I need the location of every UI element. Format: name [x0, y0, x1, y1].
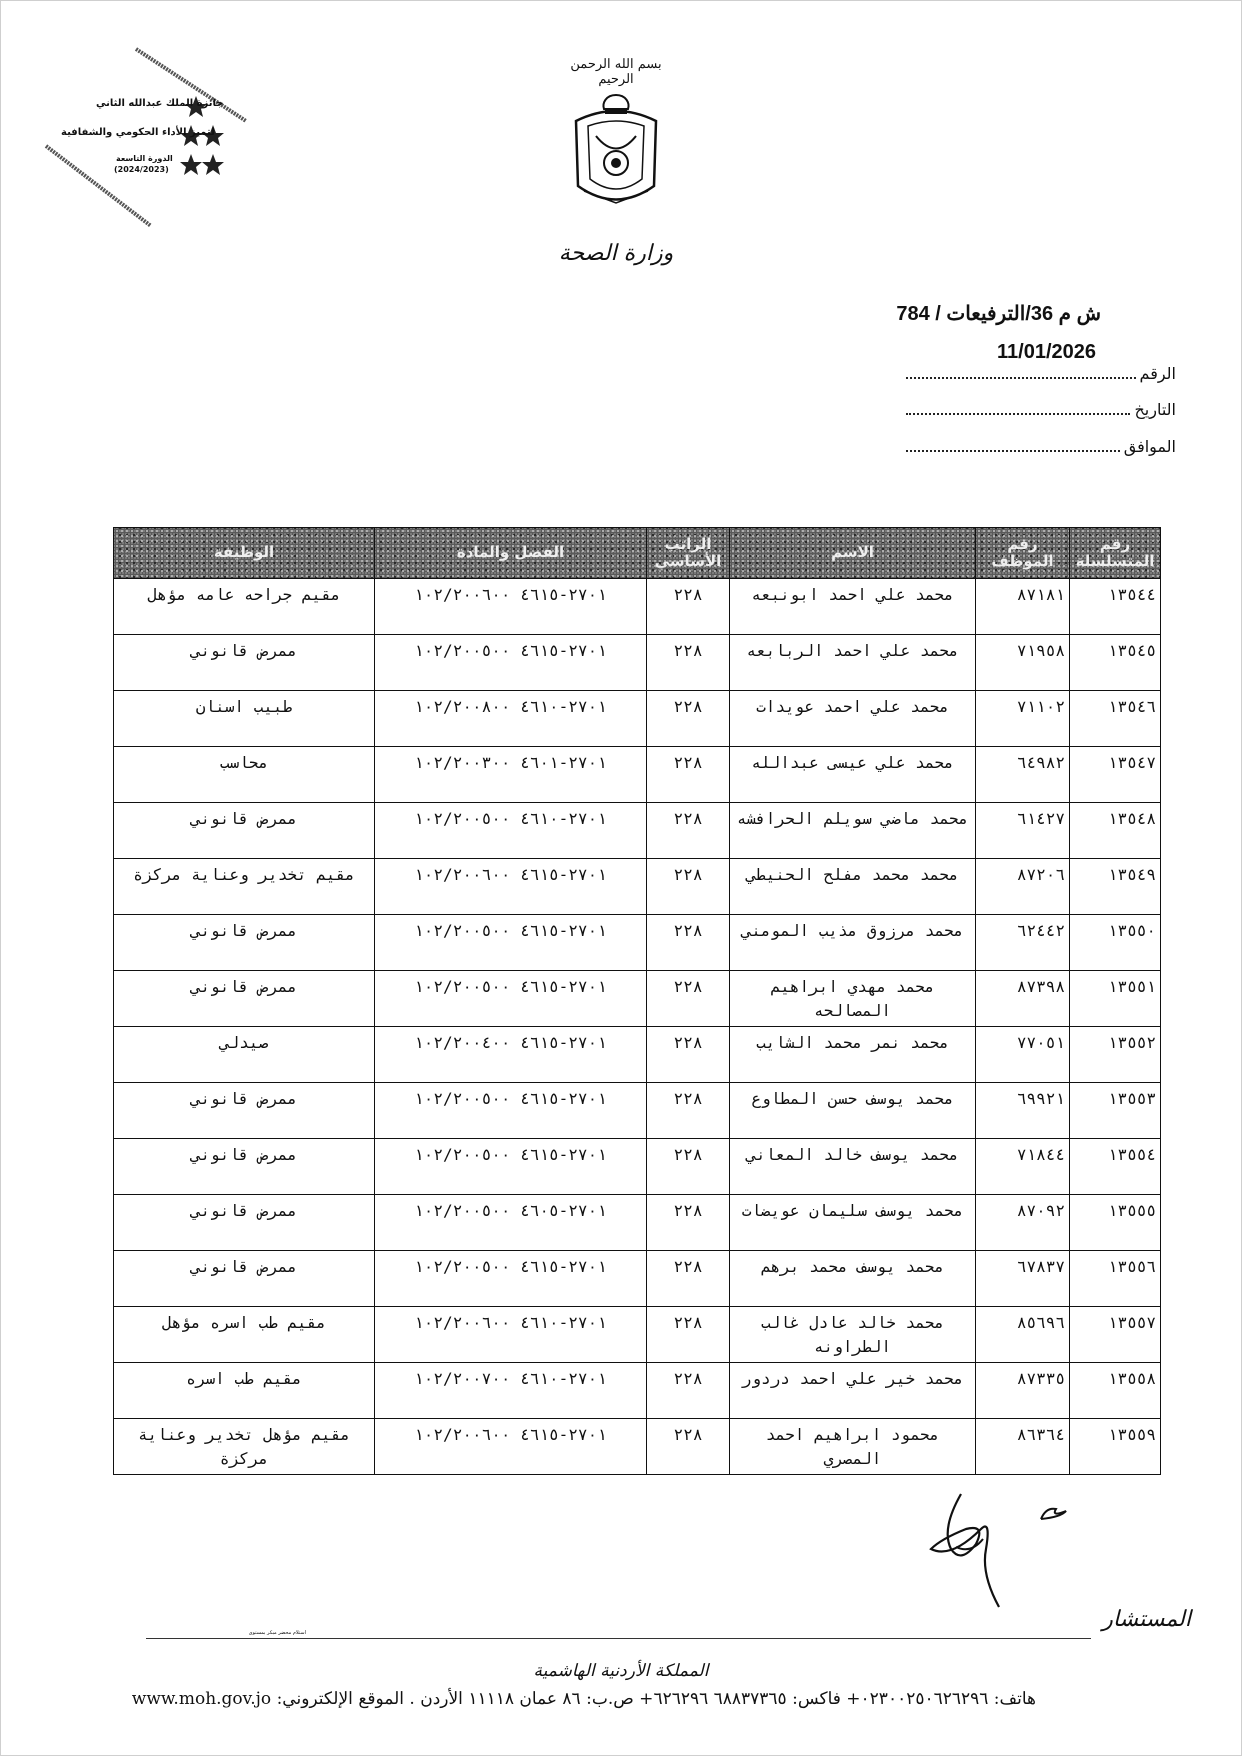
- cell-name: محمد يوسف حسن المطاوع: [730, 1083, 976, 1139]
- cell-job: ممرض قانوني: [114, 1083, 375, 1139]
- cell-emp: ٨٦٣٦٤: [976, 1419, 1070, 1475]
- cell-name: محمد مرزوق مذيب المومني: [730, 915, 976, 971]
- coat-of-arms-icon: [566, 91, 666, 219]
- cell-emp: ٦٧٨٣٧: [976, 1251, 1070, 1307]
- reference-date: 11/01/2026: [997, 341, 1096, 363]
- cell-chapter: ٢٧٠١-٤٦١٥ ١٠٢/٢٠٠٥٠٠: [375, 1251, 647, 1307]
- cell-emp: ٨٧٠٩٢: [976, 1195, 1070, 1251]
- cell-emp: ٨٧٢٠٦: [976, 859, 1070, 915]
- cell-chapter: ٢٧٠١-٤٦١٥ ١٠٢/٢٠٠٥٠٠: [375, 971, 647, 1027]
- table-row: [114, 1419, 1161, 1475]
- cell-chapter: ٢٧٠١-٤٦١٥ ١٠٢/٢٠٠٤٠٠: [375, 1027, 647, 1083]
- table-row: [114, 1251, 1161, 1307]
- cell-chapter: ٢٧٠١-٤٦١٥ ١٠٢/٢٠٠٥٠٠: [375, 635, 647, 691]
- contact-info: هاتف: ٠٢٣٠٠٢٥٠٦٢٦٢٩٦+ فاكس: ٦٨٨٣٧٣٦٥ ٦٢٦٢٩٦+ ص.ب: ٨٦ عمان ١١١١٨ الأردن . الموقع الإلكتروني: www.moh.gov.jo: [131, 1689, 1036, 1709]
- cell-salary: ٢٢٨: [647, 1139, 730, 1195]
- cell-job: ممرض قانوني: [114, 1251, 375, 1307]
- cell-name: محمد ماضي سويلم الحرافشه: [730, 803, 976, 859]
- cell-chapter: ٢٧٠١-٤٦٠٥ ١٠٢/٢٠٠٥٠٠: [375, 1195, 647, 1251]
- cell-chapter: ٢٧٠١-٤٦١٠ ١٠٢/٢٠٠٦٠٠: [375, 1307, 647, 1363]
- award-line3: الدورة التاسعة: [116, 154, 173, 163]
- cell-job: مقيم مؤهل تخدير وعناية مركزة: [114, 1419, 375, 1475]
- cell-seq: ١٣٥٥٨: [1070, 1363, 1161, 1419]
- table-row: [114, 691, 1161, 747]
- table-row: [114, 1139, 1161, 1195]
- cell-emp: ٨٧١٨١: [976, 579, 1070, 635]
- cell-salary: ٢٢٨: [647, 1419, 730, 1475]
- cell-job: ممرض قانوني: [114, 803, 375, 859]
- cell-job: ممرض قانوني: [114, 915, 375, 971]
- cell-salary: ٢٢٨: [647, 1027, 730, 1083]
- footer-divider: [146, 1638, 1091, 1639]
- cell-seq: ١٣٥٥٧: [1070, 1307, 1161, 1363]
- cell-emp: ٦٢٤٤٢: [976, 915, 1070, 971]
- cell-emp: ٦٩٩٢١: [976, 1083, 1070, 1139]
- table-row: [114, 1027, 1161, 1083]
- cell-name: محمد يوسف محمد برهم: [730, 1251, 976, 1307]
- cell-emp: ٧١٩٥٨: [976, 635, 1070, 691]
- cell-job: محاسب: [114, 747, 375, 803]
- cell-job: ممرض قانوني: [114, 971, 375, 1027]
- table-row: [114, 1083, 1161, 1139]
- cell-seq: ١٣٥٤٥: [1070, 635, 1161, 691]
- cell-seq: ١٣٥٥٢: [1070, 1027, 1161, 1083]
- number-field: [906, 359, 1176, 383]
- cell-chapter: ٢٧٠١-٤٦١٠ ١٠٢/٢٠٠٥٠٠: [375, 803, 647, 859]
- cell-seq: ١٣٥٥١: [1070, 971, 1161, 1027]
- cell-seq: ١٣٥٥٥: [1070, 1195, 1161, 1251]
- cell-chapter: ٢٧٠١-٤٦١٠ ١٠٢/٢٠٠٧٠٠: [375, 1363, 647, 1419]
- cell-seq: ١٣٥٤٨: [1070, 803, 1161, 859]
- cell-job: مقيم طب اسره: [114, 1363, 375, 1419]
- signatory-label: المستشار: [1102, 1607, 1191, 1632]
- cell-salary: ٢٢٨: [647, 579, 730, 635]
- cell-salary: ٢٢٨: [647, 691, 730, 747]
- award-line1: جائزة الملك عبدالله الثاني: [96, 98, 224, 109]
- cell-job: ممرض قانوني: [114, 635, 375, 691]
- cell-seq: ١٣٥٥٩: [1070, 1419, 1161, 1475]
- cell-chapter: ٢٧٠١-٤٦١٥ ١٠٢/٢٠٠٦٠٠: [375, 859, 647, 915]
- header-seq: رقم المتسلسلة: [1070, 528, 1161, 579]
- cell-chapter: ٢٧٠١-٤٦١٠ ١٠٢/٢٠٠٨٠٠: [375, 691, 647, 747]
- cell-chapter: ٢٧٠١-٤٦١٥ ١٠٢/٢٠٠٦٠٠: [375, 579, 647, 635]
- award-frame-icon: [41, 41, 261, 241]
- cell-emp: ٧٧٠٥١: [976, 1027, 1070, 1083]
- cell-salary: ٢٢٨: [647, 1251, 730, 1307]
- cell-name: محمد يوسف سليمان عويضات: [730, 1195, 976, 1251]
- table-row: [114, 1195, 1161, 1251]
- cell-salary: ٢٢٨: [647, 1195, 730, 1251]
- signature-icon: [921, 1489, 1081, 1613]
- table-row: [114, 747, 1161, 803]
- cell-job: مقيم تخدير وعناية مركزة: [114, 859, 375, 915]
- cell-name: محمد يوسف خالد المعاني: [730, 1139, 976, 1195]
- date-label: التاريخ: [1134, 400, 1176, 419]
- cell-chapter: ٢٧٠١-٤٦٠١ ١٠٢/٢٠٠٣٠٠: [375, 747, 647, 803]
- header-salary: الراتب الأساسي: [647, 528, 730, 579]
- cell-seq: ١٣٥٤٤: [1070, 579, 1161, 635]
- date-field: [906, 395, 1176, 419]
- cell-salary: ٢٢٨: [647, 635, 730, 691]
- table-row: [114, 971, 1161, 1027]
- cell-job: ممرض قانوني: [114, 1195, 375, 1251]
- ministry-name: وزارة الصحة: [558, 241, 674, 266]
- award-line4: (2024/2023): [114, 165, 169, 174]
- cell-name: محمود ابراهيم احمد المصري: [730, 1419, 976, 1475]
- cell-emp: ٦١٤٢٧: [976, 803, 1070, 859]
- cell-chapter: ٢٧٠١-٤٦١٥ ١٠٢/٢٠٠٥٠٠: [375, 1139, 647, 1195]
- cell-seq: ١٣٥٤٦: [1070, 691, 1161, 747]
- table-row: [114, 635, 1161, 691]
- cell-salary: ٢٢٨: [647, 971, 730, 1027]
- cell-job: طبيب اسنان: [114, 691, 375, 747]
- cell-seq: ١٣٥٤٧: [1070, 747, 1161, 803]
- cell-salary: ٢٢٨: [647, 803, 730, 859]
- table-row: [114, 1307, 1161, 1363]
- promotions-table: [113, 527, 1161, 1475]
- award-line2: لتميز الأداء الحكومي والشفافية: [61, 127, 215, 138]
- cell-name: محمد علي احمد عويدات: [730, 691, 976, 747]
- cell-seq: ١٣٥٥٤: [1070, 1139, 1161, 1195]
- cell-job: صيدلي: [114, 1027, 375, 1083]
- cell-chapter: ٢٧٠١-٤٦١٥ ١٠٢/٢٠٠٦٠٠: [375, 1419, 647, 1475]
- cell-emp: ٧١١٠٢: [976, 691, 1070, 747]
- cell-name: محمد علي احمد الربابعه: [730, 635, 976, 691]
- cell-salary: ٢٢٨: [647, 747, 730, 803]
- cell-name: محمد نمر محمد الشايب: [730, 1027, 976, 1083]
- tiny-note: استلام محضر مبكر بمستوى: [248, 1630, 306, 1636]
- table-body: [114, 579, 1161, 1475]
- cell-name: محمد خالد عادل غالب الطراونه: [730, 1307, 976, 1363]
- cell-seq: ١٣٥٤٩: [1070, 859, 1161, 915]
- cell-emp: ٨٥٦٩٦: [976, 1307, 1070, 1363]
- cell-emp: ٨٧٣٩٨: [976, 971, 1070, 1027]
- header-job: الوظيفة: [114, 528, 375, 579]
- cell-salary: ٢٢٨: [647, 1083, 730, 1139]
- cell-emp: ٦٤٩٨٢: [976, 747, 1070, 803]
- kingdom-name: المملكة الأردنية الهاشمية: [533, 1661, 709, 1681]
- cell-salary: ٢٢٨: [647, 1307, 730, 1363]
- table-row: [114, 579, 1161, 635]
- cell-salary: ٢٢٨: [647, 915, 730, 971]
- cell-job: ممرض قانوني: [114, 1139, 375, 1195]
- cell-name: محمد مهدي ابراهيم المصالحه: [730, 971, 976, 1027]
- cell-job: مقيم طب اسره مؤهل: [114, 1307, 375, 1363]
- cell-name: محمد علي احمد ابونبعه: [730, 579, 976, 635]
- cell-chapter: ٢٧٠١-٤٦١٥ ١٠٢/٢٠٠٥٠٠: [375, 915, 647, 971]
- corresponding-label: الموافق: [1123, 437, 1176, 456]
- basmala: بسم الله الرحمن الرحيم: [570, 57, 662, 87]
- cell-chapter: ٢٧٠١-٤٦١٥ ١٠٢/٢٠٠٥٠٠: [375, 1083, 647, 1139]
- corresponding-field: [906, 432, 1176, 456]
- cell-name: محمد خير علي احمد دردور: [730, 1363, 976, 1419]
- cell-name: محمد علي عيسى عبدالله: [730, 747, 976, 803]
- cell-job: مقيم جراحه عامه مؤهل: [114, 579, 375, 635]
- table-row: [114, 803, 1161, 859]
- cell-seq: ١٣٥٥٠: [1070, 915, 1161, 971]
- table-row: [114, 915, 1161, 971]
- number-label: الرقم: [1139, 364, 1176, 383]
- cell-seq: ١٣٥٥٣: [1070, 1083, 1161, 1139]
- cell-name: محمد محمد مفلح الحنيطي: [730, 859, 976, 915]
- cell-seq: ١٣٥٥٦: [1070, 1251, 1161, 1307]
- header-name: الاسم: [730, 528, 976, 579]
- award-seal: [41, 41, 261, 241]
- cell-salary: ٢٢٨: [647, 1363, 730, 1419]
- header-emp: رقم الموظف: [976, 528, 1070, 579]
- cell-salary: ٢٢٨: [647, 859, 730, 915]
- reference-number: ش م 36/الترفيعات / 784: [896, 303, 1101, 325]
- table-row: [114, 1363, 1161, 1419]
- cell-emp: ٨٧٣٣٥: [976, 1363, 1070, 1419]
- table-row: [114, 859, 1161, 915]
- header-chapter: الفصل والمادة: [375, 528, 647, 579]
- cell-emp: ٧١٨٤٤: [976, 1139, 1070, 1195]
- table-header-row: [114, 528, 1161, 579]
